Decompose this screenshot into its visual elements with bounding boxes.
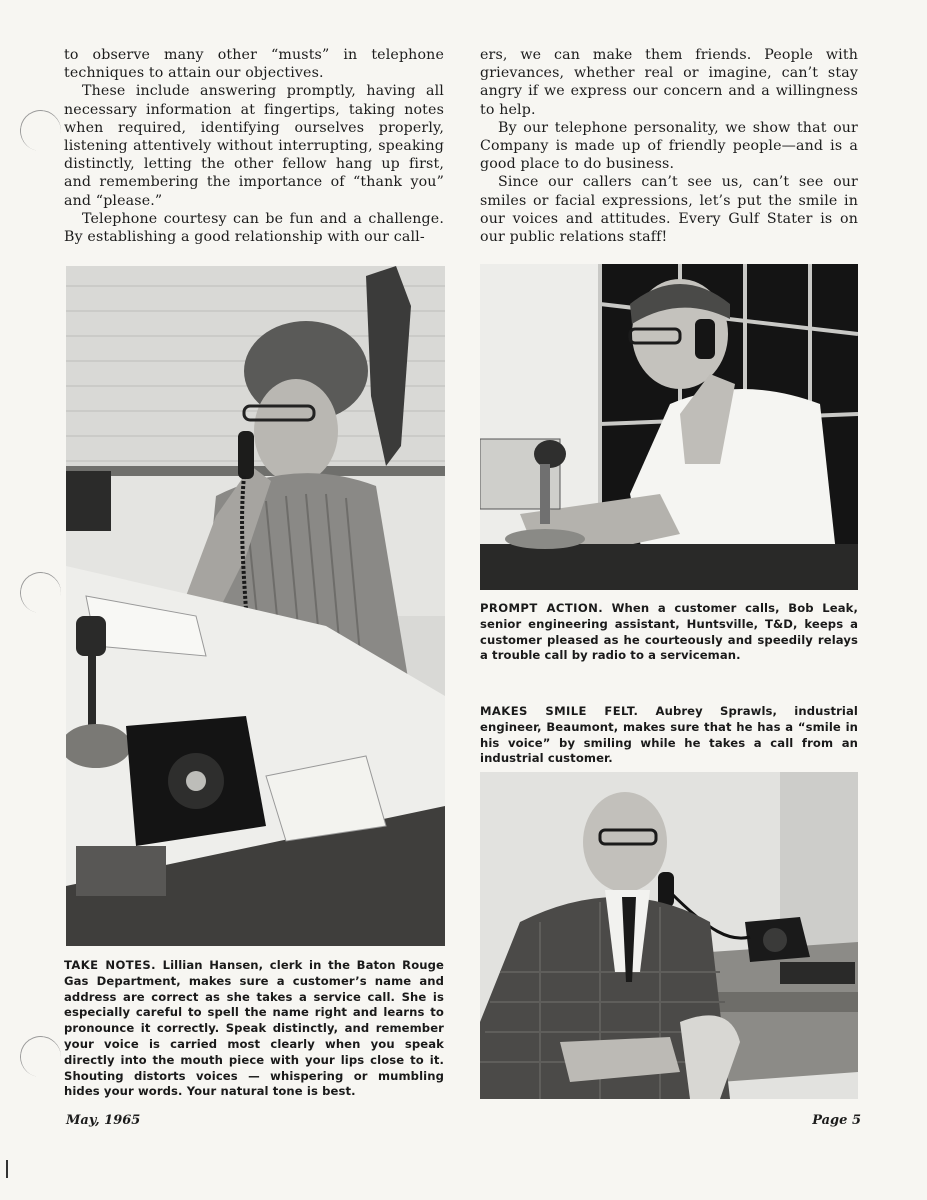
footer-date: May, 1965 [66,1113,141,1128]
caption-text: Aubrey Sprawls, industrial engineer, Beaumont, makes sure that he has a “smile in his voice” by smiling while he takes a call from an industrial customer. [480,704,858,766]
caption-prompt-action [480,601,858,664]
paragraph: These include answering promptly, having all necessary information at fingertips, taking notes when required, identifying ourselves properly, listening attentively without interrupting, speaking distinctly, letting the other fellow hang up first, and remembering the importance of “thank you” and “please.” [64,83,444,209]
margin-mark [6,1160,8,1178]
photo-man-relaying-radio-call [480,264,858,590]
caption-take-notes [64,958,444,1100]
caption-lead: MAKES SMILE FELT. [480,704,639,718]
footer-page-number: Page 5 [812,1113,861,1128]
photo-woman-on-telephone [66,266,445,946]
binder-hole-mark [17,107,64,154]
caption-text: Lillian Hansen, clerk in the Baton Rouge Gas Department, makes sure a customer’s name and address are correct as she takes a service call. She is especially careful to spell the name right and learns to pronounce it correctly. Speak distinctly, and remember your voice is carried most clearly when you speak directly into the mouth piece with your lips close to it. Shouting distorts voices — whispering or mumbling hides your words. Your natural tone is best. [64,958,444,1099]
caption-text: When a customer calls, Bob Leak, senior engineering assistant, Huntsville, T&D, keeps a customer pleased as he courteously and speedily relays a trouble call by radio to a serviceman. [480,601,858,663]
caption-lead: TAKE NOTES. [64,958,156,972]
paragraph: Since our callers can’t see us, can’t see our smiles or facial expressions, let’s put the smile in our voices and attitudes. Every Gulf Stater is on our public relations staff! [480,174,858,246]
binder-hole-mark [17,1033,64,1080]
photo-man-smiling-on-phone [480,772,858,1099]
binder-hole-mark [17,569,64,616]
paragraph: ers, we can make them friends. People with grievances, whether real or imagine, can’t stay angry if we express our concern and a willingness to help. [480,47,858,118]
paragraph: to observe many other “musts” in telephone techniques to attain our objectives. [64,47,444,82]
paragraph: By our telephone personality, we show that our Company is made up of friendly people—and is a good place to do business. [480,119,858,173]
right-column-text [480,46,858,246]
caption-makes-smile-felt [480,704,858,767]
caption-lead: PROMPT ACTION. [480,601,604,615]
left-column-text [64,46,444,246]
paragraph: Telephone courtesy can be fun and a challenge. By establishing a good relationship with our call- [64,210,444,246]
